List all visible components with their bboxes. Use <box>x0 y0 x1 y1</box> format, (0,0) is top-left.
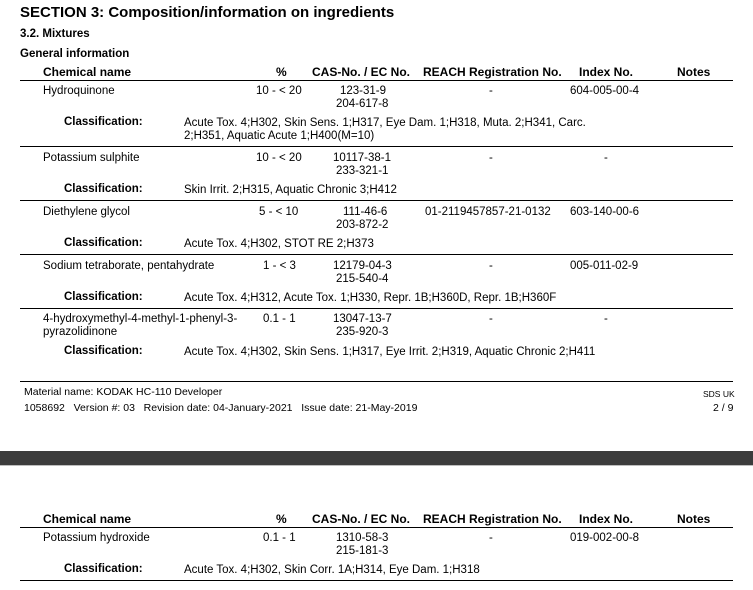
chemical-name: Potassium hydroxide <box>43 532 150 544</box>
col-index: Index No. <box>579 512 634 526</box>
classification-text: Acute Tox. 4;H302, Skin Sens. 1;H317, Eye Dam. 1;H318, Muta. 2;H341, Carc. <box>184 117 586 129</box>
chemical-name-cont: pyrazolidinone <box>43 326 118 338</box>
reach-number: - <box>489 260 493 272</box>
chemical-name: Diethylene glycol <box>43 206 130 218</box>
ec-number: 215-181-3 <box>336 545 389 557</box>
index-number: 019-002-00-8 <box>570 532 640 544</box>
sds-region: SDS UK <box>703 389 735 399</box>
col-notes: Notes <box>677 65 711 79</box>
subsection-title: 3.2. Mixtures <box>20 28 90 40</box>
reach-number: - <box>489 532 493 544</box>
classification-label: Classification: <box>64 116 143 128</box>
col-percent: % <box>276 65 287 79</box>
index-number: 005-011-02-9 <box>570 260 639 272</box>
classification-label: Classification: <box>64 237 143 249</box>
row-divider <box>20 200 733 201</box>
chemical-name: 4-hydroxymethyl-4-methyl-1-phenyl-3- <box>43 313 238 325</box>
col-chemical-name: Chemical name <box>43 65 132 79</box>
classification-label: Classification: <box>64 183 143 195</box>
classification-text: Skin Irrit. 2;H315, Aquatic Chronic 3;H412 <box>184 184 397 196</box>
general-info-heading: General information <box>20 48 130 60</box>
col-cas-ec: CAS-No. / EC No. <box>312 512 410 526</box>
classification-text: Acute Tox. 4;H302, Skin Sens. 1;H317, Eye Irrit. 2;H319, Aquatic Chronic 2;H411 <box>184 346 596 358</box>
percent-range: 0.1 - 1 <box>263 313 296 325</box>
cas-number: 123-31-9 <box>340 85 387 97</box>
ec-number: 204-617-8 <box>336 98 389 110</box>
index-number: - <box>604 313 608 325</box>
col-notes: Notes <box>677 512 711 526</box>
document-info: 1058692 Version #: 03 Revision date: 04-January-2021 Issue date: 21-May-2019 <box>24 402 418 414</box>
col-index: Index No. <box>579 65 634 79</box>
ec-number: 215-540-4 <box>336 273 389 285</box>
row-divider <box>20 308 733 309</box>
classification-text: Acute Tox. 4;H312, Acute Tox. 1;H330, Repr. 1B;H360D, Repr. 1B;H360F <box>184 292 557 304</box>
page-number: 2 / 9 <box>713 402 734 414</box>
cas-number: 13047-13-7 <box>333 313 392 325</box>
header-divider <box>20 80 733 81</box>
footer-divider <box>20 381 733 382</box>
col-reach: REACH Registration No. <box>423 512 562 526</box>
header-divider <box>20 527 733 528</box>
section-title: SECTION 3: Composition/information on ingredients <box>20 4 395 21</box>
index-number: 604-005-00-4 <box>570 85 640 97</box>
col-percent: % <box>276 512 287 526</box>
percent-range: 10 - < 20 <box>256 85 302 97</box>
col-reach: REACH Registration No. <box>423 65 562 79</box>
classification-label: Classification: <box>64 345 143 357</box>
index-number: 603-140-00-6 <box>570 206 640 218</box>
cas-number: 1310-58-3 <box>336 532 389 544</box>
reach-number: - <box>489 313 493 325</box>
reach-number: - <box>489 152 493 164</box>
percent-range: 0.1 - 1 <box>263 532 296 544</box>
cas-number: 12179-04-3 <box>333 260 392 272</box>
row-divider <box>20 146 733 147</box>
percent-range: 1 - < 3 <box>263 260 296 272</box>
cas-number: 10117-38-1 <box>333 152 391 164</box>
classification-text: Acute Tox. 4;H302, STOT RE 2;H373 <box>184 238 374 250</box>
row-divider <box>20 254 733 255</box>
classification-text-cont: 2;H351, Aquatic Acute 1;H400(M=10) <box>184 130 375 142</box>
col-cas-ec: CAS-No. / EC No. <box>312 65 410 79</box>
row-divider <box>20 580 733 581</box>
material-name: Material name: KODAK HC-110 Developer <box>24 386 223 398</box>
cas-number: 111-46-6 <box>343 206 388 218</box>
percent-range: 5 - < 10 <box>259 206 299 218</box>
reach-number: - <box>489 85 493 97</box>
chemical-name: Sodium tetraborate, pentahydrate <box>43 260 215 272</box>
percent-range: 10 - < 20 <box>256 152 302 164</box>
ec-number: 235-920-3 <box>336 326 389 338</box>
page-separator <box>0 451 753 465</box>
classification-text: Acute Tox. 4;H302, Skin Corr. 1A;H314, Eye Dam. 1;H318 <box>184 564 480 576</box>
reach-number: 01-2119457857-21-0132 <box>425 206 551 218</box>
chemical-name: Hydroquinone <box>43 85 115 97</box>
index-number: - <box>604 152 608 164</box>
col-chemical-name: Chemical name <box>43 512 132 526</box>
ec-number: 203-872-2 <box>336 219 389 231</box>
classification-label: Classification: <box>64 291 143 303</box>
page-separator-shadow <box>0 465 753 466</box>
chemical-name: Potassium sulphite <box>43 152 140 164</box>
ec-number: 233-321-1 <box>336 165 389 177</box>
classification-label: Classification: <box>64 563 143 575</box>
